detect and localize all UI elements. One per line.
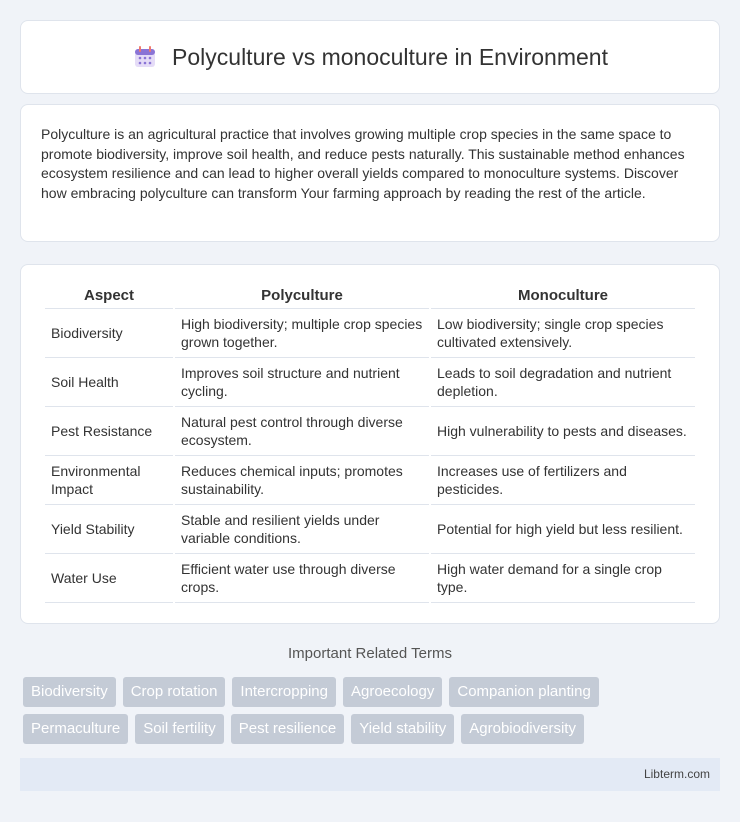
comparison-table-card bbox=[20, 264, 720, 624]
table-header-row bbox=[45, 285, 695, 309]
cell-polyculture: Natural pest control through diverse ecosystem. bbox=[175, 407, 429, 456]
table-row bbox=[45, 505, 695, 554]
cell-monoculture: High water demand for a single crop type. bbox=[431, 554, 695, 603]
intro-card bbox=[20, 104, 720, 242]
tag-permaculture[interactable]: Permaculture bbox=[23, 714, 128, 744]
cell-polyculture: Improves soil structure and nutrient cycling. bbox=[175, 358, 429, 407]
cell-polyculture: High biodiversity; multiple crop species grown together. bbox=[175, 309, 429, 358]
cell-monoculture: Increases use of fertilizers and pesticides. bbox=[431, 456, 695, 505]
cell-aspect: Soil Health bbox=[45, 358, 173, 407]
page-title: Polyculture vs monoculture in Environment bbox=[172, 43, 608, 70]
cell-monoculture: Leads to soil degradation and nutrient depletion. bbox=[431, 358, 695, 407]
tag-soil-fertility[interactable]: Soil fertility bbox=[135, 714, 224, 744]
table-row bbox=[45, 407, 695, 456]
cell-monoculture: Low biodiversity; single crop species cultivated extensively. bbox=[431, 309, 695, 358]
tag-biodiversity[interactable]: Biodiversity bbox=[23, 677, 116, 707]
table-row bbox=[45, 456, 695, 505]
cell-polyculture: Reduces chemical inputs; promotes sustainability. bbox=[175, 456, 429, 505]
cell-aspect: Environmental Impact bbox=[45, 456, 173, 505]
tag-yield-stability[interactable]: Yield stability bbox=[351, 714, 454, 744]
cell-aspect: Pest Resistance bbox=[45, 407, 173, 456]
tag-agroecology[interactable]: Agroecology bbox=[343, 677, 442, 707]
table-row bbox=[45, 309, 695, 358]
related-terms-tags bbox=[23, 677, 723, 751]
title-card bbox=[20, 20, 720, 94]
table-row bbox=[45, 358, 695, 407]
cell-aspect: Water Use bbox=[45, 554, 173, 603]
cell-aspect: Yield Stability bbox=[45, 505, 173, 554]
header-polyculture: Polyculture bbox=[175, 285, 429, 309]
cell-polyculture: Stable and resilient yields under variable conditions. bbox=[175, 505, 429, 554]
tag-agrobiodiversity[interactable]: Agrobiodiversity bbox=[461, 714, 584, 744]
tag-intercropping[interactable]: Intercropping bbox=[232, 677, 336, 707]
header-monoculture: Monoculture bbox=[431, 285, 695, 309]
tag-row-2 bbox=[23, 714, 723, 744]
tag-pest-resilience[interactable]: Pest resilience bbox=[231, 714, 345, 744]
comparison-table bbox=[43, 285, 697, 603]
header-aspect: Aspect bbox=[45, 285, 173, 309]
cell-monoculture: Potential for high yield but less resilient. bbox=[431, 505, 695, 554]
cell-polyculture: Efficient water use through diverse crops. bbox=[175, 554, 429, 603]
tag-companion-planting[interactable]: Companion planting bbox=[449, 677, 598, 707]
related-terms-title: Important Related Terms bbox=[288, 645, 452, 662]
calendar-icon bbox=[132, 44, 158, 70]
cell-aspect: Biodiversity bbox=[45, 309, 173, 358]
footer-brand-link[interactable]: Libterm.com bbox=[643, 767, 710, 781]
intro-text: Polyculture is an agricultural practice that involves growing multiple crop species in the same space to promote biodiversity, improve soil health, and reduce pests naturally. This sustainable method enhances ecosystem resilience and can lead to higher overall yields compared to monoculture systems. Discover how embracing polyculture can transform Your farming approach by reading the rest of the article. bbox=[41, 126, 685, 201]
tag-crop-rotation[interactable]: Crop rotation bbox=[123, 677, 226, 707]
tag-row-1 bbox=[23, 677, 723, 707]
table-row bbox=[45, 554, 695, 603]
footer bbox=[20, 758, 720, 791]
cell-monoculture: High vulnerability to pests and diseases. bbox=[431, 407, 695, 456]
